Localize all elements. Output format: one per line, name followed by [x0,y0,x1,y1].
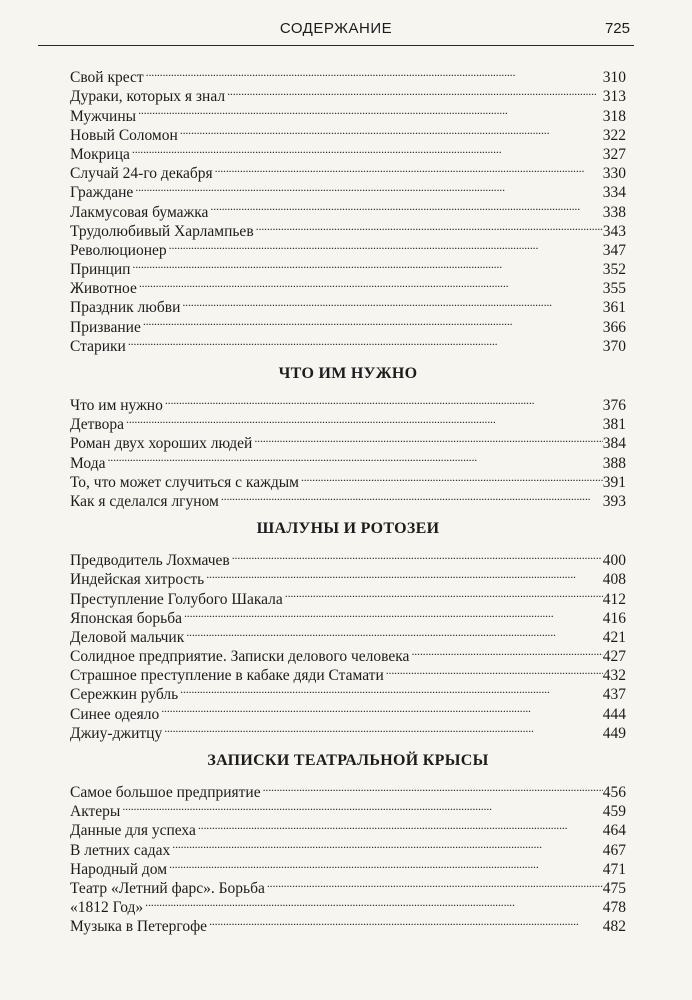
entry-title: Граждане [70,184,134,202]
entry-page-number: 343 [602,222,626,240]
toc-entry[interactable] [70,178,626,202]
toc-entry[interactable] [70,121,626,144]
entry-page-number: 355 [602,280,626,298]
entry-page-number: 327 [602,145,626,163]
dot-leader [178,121,603,140]
dot-leader [137,274,603,293]
dot-leader [170,835,602,854]
section-heading: ЧТО ИМ НУЖНО [278,364,418,382]
entry-title: Что им нужно [70,397,163,414]
toc-entry[interactable] [70,797,626,821]
entry-page-number: 334 [602,184,626,202]
dot-leader [141,312,603,331]
dot-leader [133,178,602,197]
entry-page-number: 338 [602,203,626,221]
entry-page-number: 318 [602,107,626,125]
entry-page-number: 482 [602,918,626,936]
toc-entry[interactable] [70,159,626,183]
dot-leader [252,429,602,448]
toc-section [70,359,626,510]
entry-page-number: 361 [602,299,626,317]
dot-leader [143,893,603,912]
toc-section [70,514,626,742]
entry-title: Праздник любви [70,299,181,317]
entry-title: Мода [70,454,106,472]
entry-title: Актеры [70,803,121,821]
dot-leader [283,584,603,603]
entry-title: Преступление Голубого Шакала [70,590,283,608]
dot-leader [163,391,603,410]
toc-entry[interactable] [70,816,626,840]
entry-title: Принцип [70,261,131,279]
entry-title: Японская борьба [70,609,182,627]
entry-title: Как я сделался лгуном [70,492,219,510]
entry-title: Роман двух хороших людей [70,435,253,453]
toc-entry[interactable] [70,274,626,298]
dot-leader [159,699,603,718]
dot-leader [124,410,603,429]
dot-leader [130,255,602,274]
dot-leader [384,661,603,680]
entry-title: Народный дом [70,860,168,878]
entry-page-number: 412 [602,590,626,608]
header-rule [38,45,634,46]
toc-entry[interactable] [70,63,626,87]
toc-entry[interactable] [70,912,626,936]
entry-title: В летних садах [70,841,171,859]
dot-leader [167,855,603,874]
dot-leader [261,778,603,797]
entry-title: «1812 Год» [70,899,144,917]
entry-title: Деловой мальчик [70,628,185,646]
entry-page-number: 313 [602,88,626,106]
entry-page-number: 416 [602,609,626,627]
toc-entry[interactable] [70,332,626,355]
entry-page-number: 384 [602,435,626,453]
entry-title: Призвание [70,318,141,336]
entry-page-number: 432 [602,667,626,685]
dot-leader [180,293,602,312]
toc-entry[interactable] [70,140,626,163]
toc-entry[interactable] [70,448,626,472]
entry-page-number: 381 [602,416,626,434]
toc-section [70,746,626,936]
dot-leader [126,332,603,351]
entry-title: Индейская хитрость [70,571,205,589]
entry-page-number: 459 [602,803,626,821]
dot-leader [105,448,602,467]
entry-title: Театр «Летний фарс». Борьба [70,879,265,897]
dot-leader [213,159,603,178]
entry-title: Детвора [70,416,125,434]
dot-leader [120,797,602,816]
entry-title: Трудолюбивый Харлампьев [70,222,254,240]
entry-title: Сережкин рубль [70,686,179,704]
page-number: 725 [604,20,630,37]
entry-page-number: 400 [602,552,626,570]
toc-entry[interactable] [70,546,626,570]
toc-entry[interactable] [70,410,626,434]
entry-page-number: 370 [602,337,626,355]
entry-title: Самое большое предприятие [70,784,261,801]
entry-title: Новый Соломон [70,126,178,144]
dot-leader [178,680,603,699]
dot-leader [254,217,603,236]
section-heading: ЗАПИСКИ ТЕАТРАЛЬНОЙ КРЫСЫ [207,751,489,769]
dot-leader [182,604,603,623]
dot-leader [207,912,603,931]
entry-title: Солидное предприятие. Записки делового человека [70,648,410,666]
toc-entry[interactable] [70,778,626,801]
entry-title: Лакмусовая бумажка [70,203,209,221]
toc-entry[interactable] [70,101,626,125]
entry-title: Свой крест [70,69,144,87]
dot-leader [225,82,603,101]
dot-leader [265,874,603,893]
dot-leader [409,642,602,661]
entry-page-number: 471 [602,860,626,878]
entry-page-number: 475 [602,879,626,897]
entry-title: Джиу-джитцу [70,724,163,742]
dot-leader [162,719,603,738]
entry-page-number: 444 [602,705,626,723]
entry-page-number: 449 [602,724,626,742]
section-heading: ШАЛУНЫ И РОТОЗЕИ [256,519,440,537]
toc-entry[interactable] [70,82,626,106]
entry-page-number: 456 [602,784,626,801]
entry-title: Мужчины [70,107,137,125]
dot-leader [204,565,603,584]
entry-title: Страшное преступление в кабаке дяди Стамати [70,667,384,685]
entry-page-number: 421 [602,628,626,646]
entry-page-number: 352 [602,261,626,279]
entry-page-number: 347 [602,241,626,259]
toc-entry[interactable] [70,391,626,414]
entry-title: Дураки, которых я знал [70,88,226,106]
running-header-title: СОДЕРЖАНИЕ [279,20,393,37]
page-header [38,18,634,46]
entry-page-number: 330 [602,165,626,183]
entry-page-number: 366 [602,318,626,336]
dot-leader [130,140,603,159]
toc-entry[interactable] [70,468,626,491]
entry-title: Случай 24-го декабря [70,165,213,183]
entry-page-number: 310 [602,69,626,87]
entry-title: Предводитель Лохмачев [70,552,230,570]
entry-title: Музыка в Петергофе [70,918,208,936]
entry-page-number: 427 [602,648,626,666]
toc-section [70,63,626,355]
toc-entry[interactable] [70,197,626,221]
entry-title: Синее одеяло [70,705,160,723]
dot-leader [219,487,603,506]
toc-entry[interactable] [70,312,626,336]
entry-page-number: 391 [602,473,626,491]
entry-title: Данные для успеха [70,822,196,840]
entry-page-number: 467 [602,841,626,859]
dot-leader [299,468,603,487]
entry-page-number: 376 [602,397,626,414]
entry-page-number: 464 [602,822,626,840]
dot-leader [167,236,603,255]
toc-entry[interactable] [70,293,626,317]
dot-leader [144,63,603,82]
entry-page-number: 388 [602,454,626,472]
dot-leader [184,623,603,642]
dot-leader [230,546,603,565]
toc-entry[interactable] [70,255,626,279]
dot-leader [196,816,603,835]
toc-entry[interactable] [70,429,626,453]
toc-entry[interactable] [70,893,626,917]
dot-leader [136,101,603,120]
entry-page-number: 478 [602,899,626,917]
entry-title: Мокрица [70,145,130,163]
table-of-contents [70,63,626,936]
entry-page-number: 393 [602,492,626,510]
dot-leader [208,197,602,216]
entry-page-number: 322 [602,126,626,144]
entry-title: Революционер [70,241,167,259]
entry-page-number: 437 [602,686,626,704]
entry-title: Старики [70,337,126,355]
entry-title: То, что может случиться с каждым [70,473,299,491]
entry-title: Животное [70,280,137,298]
entry-page-number: 408 [602,571,626,589]
